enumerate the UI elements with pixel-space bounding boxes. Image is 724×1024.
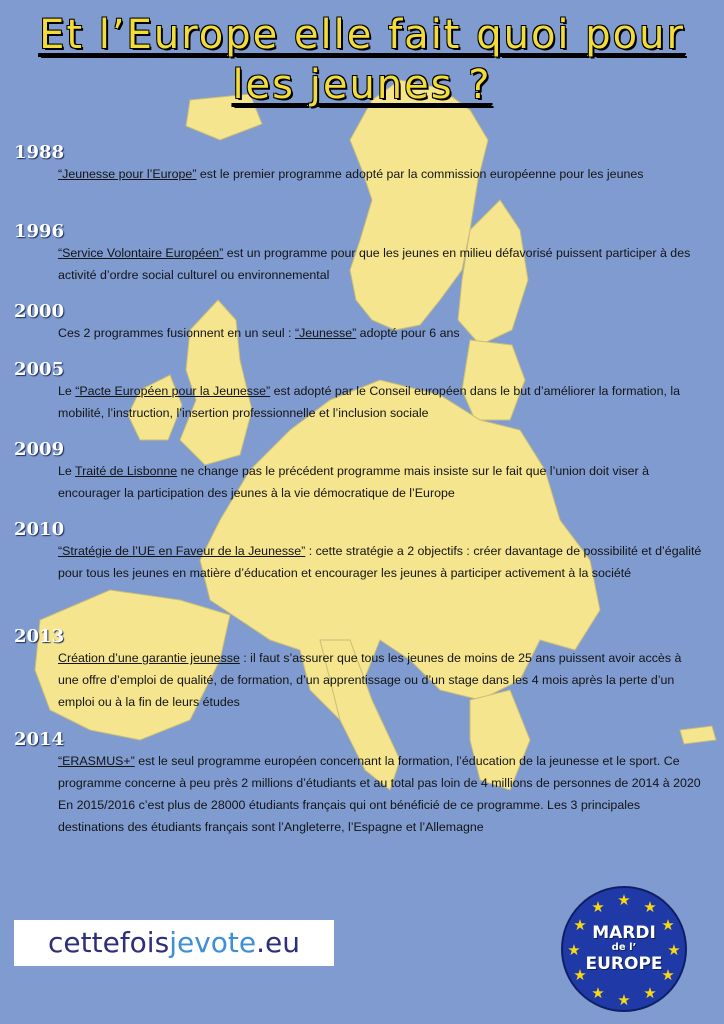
entry-text [58,460,704,504]
svg-text:★: ★ [617,891,631,909]
entry-text [58,647,704,713]
svg-text:★: ★ [661,966,675,984]
entry-description: est le seul programme européen concernant la formation, l’éducation de la jeunesse et le sport. Ce programme concerne à peu près 2 millions d’étudiants et au total pas loin de 4 millions de personnes de 2014 à 2020 [58,754,701,790]
entry-prefix: Le [58,384,76,398]
timeline-entry-1996 [14,222,704,286]
entry-description: : cette stratégie a 2 objectifs : créer davantage de possibilité et d’égalité pour tous les jeunes en matière d’éducation et encourager les jeunes à participer activement à la société [58,544,702,580]
svg-text:★: ★ [667,941,681,959]
svg-text:★: ★ [573,966,587,984]
entry-year: 2009 [14,439,65,460]
program-name: Création d’une garantie jeunesse [58,651,240,665]
title-line-1: Et l’Europe elle fait quoi pour [39,12,685,58]
badge-line-1: MARDI [592,923,656,943]
program-name: “Service Volontaire Européen” [58,246,224,260]
svg-text:★: ★ [617,991,631,1009]
svg-text:★: ★ [591,898,605,916]
page-title [0,10,724,110]
entry-description: adopté pour 6 ans [356,326,460,340]
svg-text:★: ★ [643,898,657,916]
svg-text:★: ★ [591,984,605,1002]
title-line-2: les jeunes ? [232,62,492,108]
timeline-entry-1988 [14,143,704,185]
entry-description: ne change pas le précédent programme mais insiste sur le fait que l’union doit viser à encourager la participation des jeunes à la vie démocratique de l’Europe [58,464,649,500]
logo-part-2: jevote [169,926,257,959]
timeline-entry-2014 [14,730,704,838]
program-name: “Stratégie de l’UE en Faveur de la Jeunesse” [58,544,306,558]
program-name: “Jeunesse” [294,326,357,340]
entry-text [58,380,704,424]
cettefoisjevote-logo [14,920,334,966]
entry-description: est adopté par le Conseil européen dans le but d’améliorer la formation, la mobilité, l’instruction, l’insertion professionnelle et l’inclusion sociale [58,384,680,420]
entry-description: est le premier programme adopté par la commission européenne pour les jeunes [196,167,644,181]
entry-text [58,242,704,286]
badge-line-3: EUROPE [585,954,663,974]
mardi-de-l-europe-badge [560,885,688,1013]
svg-text:★: ★ [643,984,657,1002]
logo-part-1: cettefois [48,926,170,959]
entry-prefix: Le [58,464,76,478]
entry-description: : il faut s’assurer que tous les jeunes de moins de 25 ans puissent avoir accès à une offre d’emploi de qualité, de formation, d’un apprentissage ou d’un stage dans les 4 mois après la perte d’un emploi ou à la fin de leurs études [58,651,682,709]
entry-text [58,750,704,794]
svg-text:★: ★ [573,916,587,934]
entry-year: 2014 [14,729,65,750]
timeline-entry-2010 [14,520,704,584]
entry-year: 1996 [14,221,65,242]
svg-text:★: ★ [567,941,581,959]
program-name: Traité de Lisbonne [75,464,178,478]
timeline-entry-2005 [14,360,704,424]
entry-text [58,163,704,185]
entry-text [58,540,704,584]
entry-prefix: Ces 2 programmes fusionnent en un seul : [58,326,295,340]
entry-year: 2010 [14,519,65,540]
timeline-entry-2000 [14,302,704,344]
entry-text [58,322,704,344]
program-name: “ERASMUS+” [58,754,135,768]
entry-year: 1988 [14,142,65,163]
timeline-entry-2013 [14,627,704,713]
svg-text:★: ★ [661,916,675,934]
entry-text-extra: En 2015/2016 c’est plus de 28000 étudiants français qui ont bénéficié de ce programme. Les 3 principales destinations des étudiants français sont l’Angleterre, l’Espagne et l’Allemagne [58,798,641,834]
timeline-entry-2009 [14,440,704,504]
entry-year: 2005 [14,359,65,380]
program-name: “Jeunesse pour l’Europe” [58,167,197,181]
logo-part-3: .eu [256,926,300,959]
program-name: “Pacte Européen pour la Jeunesse” [75,384,271,398]
badge-line-2: de l’ [611,942,637,953]
entry-year: 2013 [14,626,65,647]
entry-description: est un programme pour que les jeunes en milieu défavorisé puissent participer à des activité d’ordre social culturel ou environnemental [58,246,691,282]
entry-year: 2000 [14,301,65,322]
